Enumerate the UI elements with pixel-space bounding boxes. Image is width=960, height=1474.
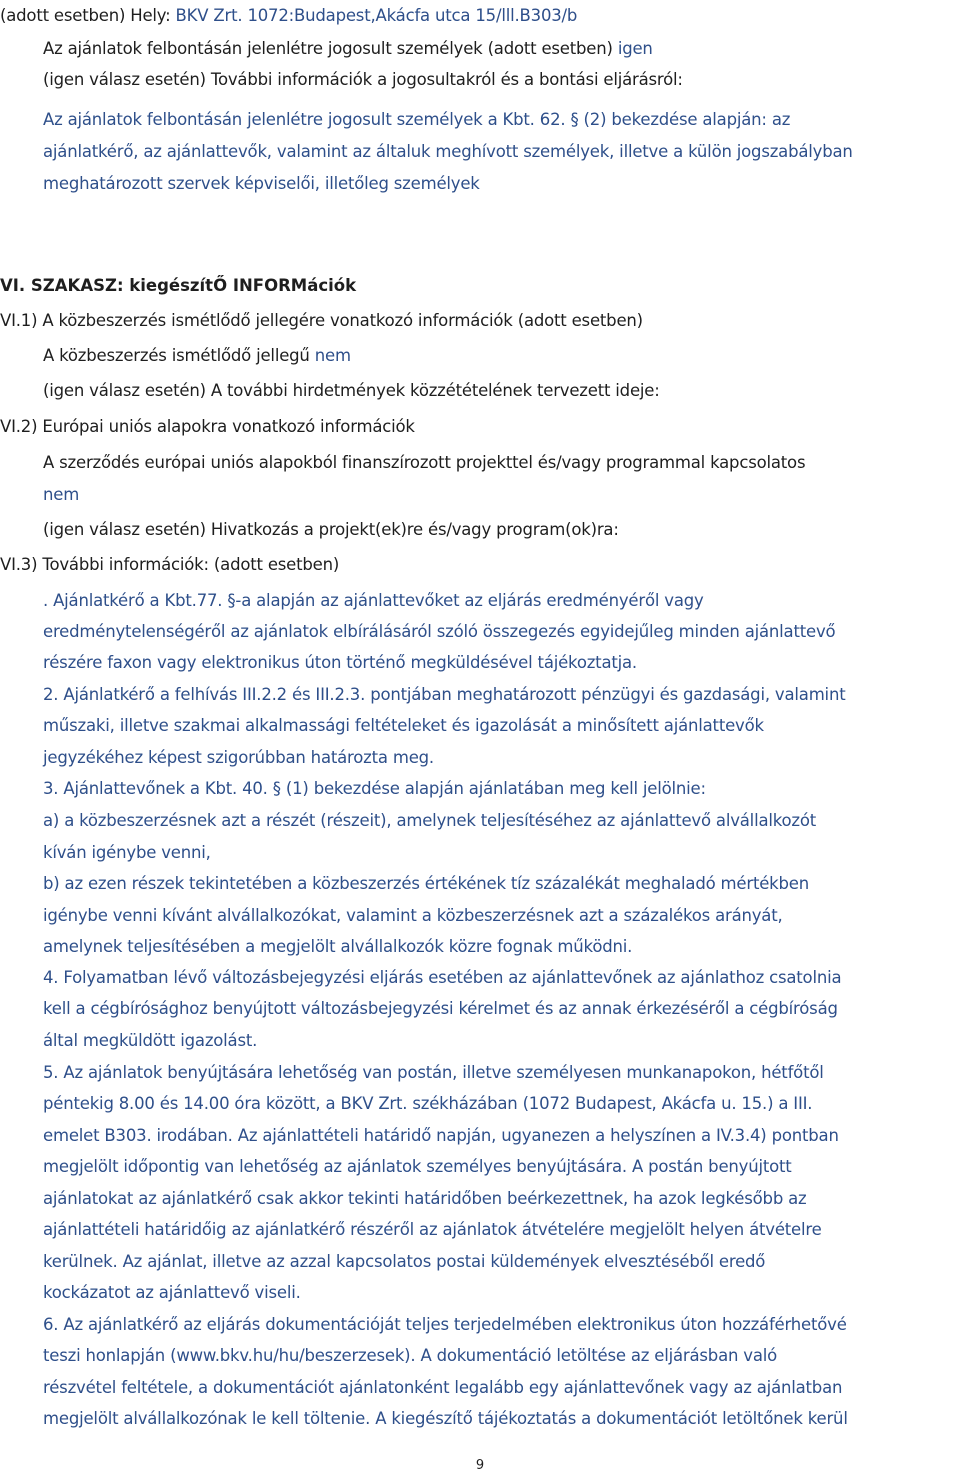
vi3-text-line: b) az ezen részek tekintetében a közbeszerzés értékének tíz százalékát meghaladó mértékben bbox=[43, 874, 810, 893]
further-info-text-line: Az ajánlatok felbontásán jelenlétre jogosult személyek a Kbt. 62. § (2) bekezdése alapján: az bbox=[43, 110, 791, 129]
vi3-title: VI.3) További információk: (adott esetben) bbox=[0, 555, 340, 574]
vi1-recurring-prefix: A közbeszerzés ismétlődő jellegű bbox=[43, 346, 315, 365]
vi3-text-line: megjelölt alvállalkozónak le kell töltenie. A kiegészítő tájékoztatás a dokumentációt letöltőnek kerül bbox=[43, 1409, 848, 1428]
authorized-persons-value: igen bbox=[617, 39, 653, 58]
vi3-text-line: 4. Folyamatban lévő változásbejegyzési eljárás esetében az ajánlattevőnek az ajánlathoz csatolnia bbox=[43, 968, 842, 987]
page-number: 9 bbox=[475, 1458, 485, 1473]
venue-line bbox=[0, 5, 577, 27]
vi3-text-line: műszaki, illetve szakmai alkalmassági feltételeket és igazolását a minősített ajánlattevők bbox=[43, 716, 764, 735]
vi3-text-line: ajánlattételi határidőig az ajánlatkérő részéről az ajánlatok átvételére megjelölt helyen átvételre bbox=[43, 1220, 822, 1239]
vi3-text-line: 3. Ajánlattevőnek a Kbt. 40. § (1) bekezdése alapján ajánlatában meg kell jelölnie: bbox=[43, 779, 706, 798]
vi3-text-line: kockázatot az ajánlattevő viseli. bbox=[43, 1283, 301, 1302]
authorized-persons-prefix: Az ajánlatok felbontásán jelenlétre jogosult személyek (adott esetben) bbox=[43, 39, 618, 58]
vi3-text-line: amelynek teljesítésében a megjelölt alvállalkozók közre fognak működni. bbox=[43, 937, 633, 956]
vi2-reference: (igen válasz esetén) Hivatkozás a projekt(ek)re és/vagy program(ok)ra: bbox=[43, 520, 619, 539]
vi2-value: nem bbox=[43, 485, 80, 504]
vi3-text-line: részvétel feltétele, a dokumentációt ajánlatonként legalább egy ajánlattevőnek vagy az ajánlatban bbox=[43, 1378, 843, 1397]
vi1-recurring-line bbox=[43, 345, 351, 367]
vi3-text-line: megjelölt időpontig van lehetőség az ajánlatok személyes benyújtására. A postán benyújtott bbox=[43, 1157, 792, 1176]
section-vi-heading: VI. SZAKASZ: kiegészítŐ INFORMációk bbox=[0, 276, 357, 295]
vi3-text-line: 2. Ajánlatkérő a felhívás III.2.2 és III.2.3. pontjában meghatározott pénzügyi és gazdasági, valamint bbox=[43, 685, 846, 704]
further-info-text-line: ajánlatkérő, az ajánlattevők, valamint az általuk meghívott személyek, illetve a külön jogszabályban bbox=[43, 142, 853, 161]
vi3-text-line: eredménytelenségéről az ajánlatok elbírálásáról szóló összegezés egyidejűleg minden ajánlattevő bbox=[43, 622, 836, 641]
venue-prefix: (adott esetben) Hely: bbox=[0, 6, 176, 25]
venue-value: BKV Zrt. 1072:Budapest,Akácfa utca 15/lll.B303/b bbox=[175, 6, 578, 25]
vi3-text-line: által megküldött igazolást. bbox=[43, 1031, 258, 1050]
authorized-persons-line bbox=[43, 38, 653, 60]
vi3-text-line: ajánlatokat az ajánlatkérő csak akkor tekinti határidőben beérkezettnek, ha azok legkésőbb az bbox=[43, 1189, 807, 1208]
further-info-label: (igen válasz esetén) További információk a jogosultakról és a bontási eljárásról: bbox=[43, 70, 683, 89]
vi1-next-notices: (igen válasz esetén) A további hirdetmények közzétételének tervezett ideje: bbox=[43, 381, 660, 400]
vi3-text-line: igénybe venni kívánt alvállalkozókat, valamint a közbeszerzésnek azt a százalékos arányát, bbox=[43, 906, 783, 925]
vi3-text-line: 5. Az ajánlatok benyújtására lehetőség van postán, illetve személyesen munkanapokon, hétfőtől bbox=[43, 1063, 824, 1082]
vi1-title: VI.1) A közbeszerzés ismétlődő jellegére vonatkozó információk (adott esetben) bbox=[0, 311, 643, 330]
vi2-question: A szerződés európai uniós alapokból finanszírozott projekttel és/vagy programmal kapcsolatos bbox=[43, 453, 806, 472]
further-info-text-line: meghatározott szervek képviselői, illetőleg személyek bbox=[43, 174, 480, 193]
vi3-text-line: jegyzékéhez képest szigorúbban határozta meg. bbox=[43, 748, 434, 767]
vi3-text-line: 6. Az ajánlatkérő az eljárás dokumentációját teljes terjedelmében elektronikus úton hozzáférhetővé bbox=[43, 1315, 847, 1334]
vi3-text-line: kíván igénybe venni, bbox=[43, 843, 211, 862]
vi2-title: VI.2) Európai uniós alapokra vonatkozó információk bbox=[0, 417, 415, 436]
vi3-text-line: teszi honlapján (www.bkv.hu/hu/beszerzesek). A dokumentáció letöltése az eljárásban való bbox=[43, 1346, 778, 1365]
vi3-text-line: kerülnek. Az ajánlat, illetve az azzal kapcsolatos postai küldemények elvesztéséből eredő bbox=[43, 1252, 766, 1271]
vi3-text-line: emelet B303. irodában. Az ajánlattételi határidő napján, ugyanezen a helyszínen a IV.3.4) pontban bbox=[43, 1126, 839, 1145]
vi3-text-line: kell a cégbírósághoz benyújtott változásbejegyzési kérelmet és az annak érkezéséről a cégbíróság bbox=[43, 999, 838, 1018]
vi3-text-line: . Ajánlatkérő a Kbt.77. §-a alapján az ajánlattevőket az eljárás eredményéről vagy bbox=[43, 591, 704, 610]
vi3-text-line: péntekig 8.00 és 14.00 óra között, a BKV Zrt. székházában (1072 Budapest, Akácfa u. 15.) a III. bbox=[43, 1094, 813, 1113]
vi3-text-line: a) a közbeszerzésnek azt a részét (részeit), amelynek teljesítéséhez az ajánlattevő alvállalkozót bbox=[43, 811, 817, 830]
vi3-text-line: részére faxon vagy elektronikus úton történő megküldésével tájékoztatja. bbox=[43, 653, 637, 672]
vi1-recurring-value: nem bbox=[314, 346, 351, 365]
